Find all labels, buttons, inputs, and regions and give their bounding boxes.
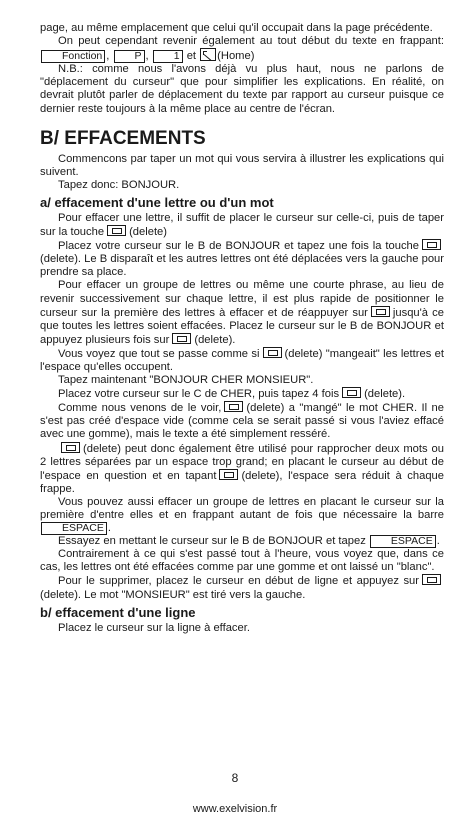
intro-paragraph-1: page, au même emplacement que celui qu'il occupait dans la page précédente.	[40, 22, 433, 34]
delete-key-icon	[422, 574, 441, 585]
lettre-p12-text: Pour le supprimer, placez le curseur en début de ligne et appuyez sur	[58, 575, 419, 588]
lettre-p1-text: Pour effacer une lettre, il suffit de placer le curseur sur celle-ci, puis de taper sur la touche	[40, 211, 444, 239]
lettre-p7-text: Comme nous venons de le voir,	[58, 402, 222, 415]
lettre-paragraph-7	[40, 401, 444, 441]
lettre-p7-rest: (delete) a "mangé" le mot CHER. Il ne s'est pas créé d'espace vide (comme cela se serait passé si vous l'aviez effacé avec une gomme), mais le texte a été simplement resséré.	[40, 402, 444, 441]
lettre-p9-text: Vous pouvez aussi effacer un groupe de lettres en placant le curseur sur la première d'entre elles et en frappant autant de fois que nécessaire la barre	[40, 495, 444, 521]
delete-key-icon	[342, 387, 361, 398]
lettre-paragraph-2	[40, 239, 444, 279]
lettre-p10-text: Essayez en mettant le curseur sur le B de BONJOUR et tapez	[58, 535, 366, 548]
lettre-paragraph-3	[40, 279, 444, 346]
p-key: P	[114, 50, 145, 63]
lettre-p8-text: (delete) peut donc également être utilisé pour rapprocher deux mots ou 2 lettres séparées par un espace trop grand; en placant le curseur au début de l'espace en question et en tapant	[40, 442, 444, 482]
intro-paragraph-2-text: On peut cependant revenir également au tout début du texte en frappant:	[58, 35, 444, 48]
lettre-paragraph-4	[40, 347, 444, 374]
subsection-lettre-mot-title: a/ effacement d'une lettre ou d'un mot	[40, 194, 274, 210]
page-content	[40, 22, 444, 635]
lettre-p8-rest: (delete), l'espace sera réduit à chaque frappe.	[40, 469, 444, 495]
effacements-paragraph-2: Tapez donc: BONJOUR.	[58, 178, 180, 191]
delete-key-icon	[371, 306, 390, 317]
espace-key: ESPACE	[370, 535, 436, 548]
delete-key-icon	[219, 469, 238, 480]
lettre-p3-delete: (delete).	[194, 333, 236, 346]
home-label: (Home)	[217, 50, 255, 63]
delete-key-icon	[422, 239, 441, 250]
intro-and-word: et	[186, 50, 197, 63]
intro-paragraph-nb: N.B.: comme nous l'avons déjà vu plus haut, nous ne parlons de "déplacement du curseur" que pour simplifier les explications. En réalité, on devrait plutôt parler de déplacement du texte par rapport au curseur puisque ce dernier reste toujours à la même place au centre de l'écran.	[40, 63, 444, 115]
lettre-p4-rest: (delete) "mangeait" les lettres et l'espace qu'elles occupent.	[40, 347, 444, 373]
lettre-p10-end: .	[436, 535, 440, 548]
lettre-p2-rest: (delete). Le B disparaît et les autres lettres ont été déplacées vers la gauche pour prendre sa place.	[40, 253, 444, 279]
delete-key-icon	[61, 442, 80, 453]
delete-key-icon	[107, 225, 126, 236]
lettre-paragraph-1	[40, 212, 444, 239]
lettre-p6-text: Placez votre curseur sur le C de CHER, puis tapez 4 fois	[58, 388, 340, 401]
ligne-paragraph-1: Placez le curseur sur la ligne à effacer.	[58, 621, 250, 634]
lettre-p6-delete: (delete).	[364, 388, 406, 401]
lettre-p2-text: Placez votre curseur sur le B de BONJOUR et tapez une fois la touche	[58, 240, 419, 253]
espace-key: ESPACE	[41, 522, 107, 535]
page-number: 8	[231, 771, 239, 785]
effacements-paragraph-1: Commencons par taper un mot qui vous servira à illustrer les explications qui suivent.	[40, 152, 444, 178]
section-effacements-title: B/ EFFACEMENTS	[40, 127, 206, 149]
delete-key-icon	[172, 333, 191, 344]
intro-paragraph-2: On peut cependant revenir également au tout début du texte en frappant: Fonction , P , 1 et (Home)	[40, 35, 444, 63]
lettre-p3-rest: jusqu'à ce que toutes les lettres soient effacées. Placez le curseur sur le B de BONJOUR et appuyez plusieurs fois sur	[40, 306, 444, 346]
lettre-paragraph-9	[40, 496, 444, 535]
home-arrow-icon	[200, 48, 216, 61]
delete-key-icon	[224, 401, 243, 412]
footer-url: www.exelvision.fr	[192, 803, 278, 815]
delete-key-icon	[263, 347, 282, 358]
lettre-p12-rest: (delete). Le mot "MONSIEUR" est tiré vers la gauche.	[40, 588, 306, 601]
lettre-p9-end: .	[107, 522, 111, 535]
lettre-paragraph-8	[40, 442, 444, 496]
subsection-ligne-title: b/ effacement d'une ligne	[40, 604, 196, 620]
one-key: 1	[153, 50, 183, 63]
lettre-paragraph-5: Tapez maintenant "BONJOUR CHER MONSIEUR".	[58, 374, 314, 387]
lettre-paragraph-6	[40, 387, 444, 401]
fonction-key: Fonction	[41, 50, 105, 63]
lettre-paragraph-11: Contrairement à ce qui s'est passé tout à l'heure, vous voyez que, dans ce cas, les lettres ont été effacées comme par une gomme et ont laissé un "blanc".	[40, 548, 444, 574]
lettre-paragraph-10	[40, 535, 444, 548]
lettre-p4-text: Vous voyez que tout se passe comme si	[58, 347, 260, 360]
lettre-paragraph-12	[40, 574, 444, 601]
lettre-p3-text: Pour effacer un groupe de lettres ou même une courte phrase, au lieu de revenir successivement sur chaque lettre, il est plus rapide de positionner le curseur sur la première des lettres à effacer et de réappuyer sur	[40, 279, 444, 319]
lettre-p1-delete: (delete)	[129, 226, 167, 239]
